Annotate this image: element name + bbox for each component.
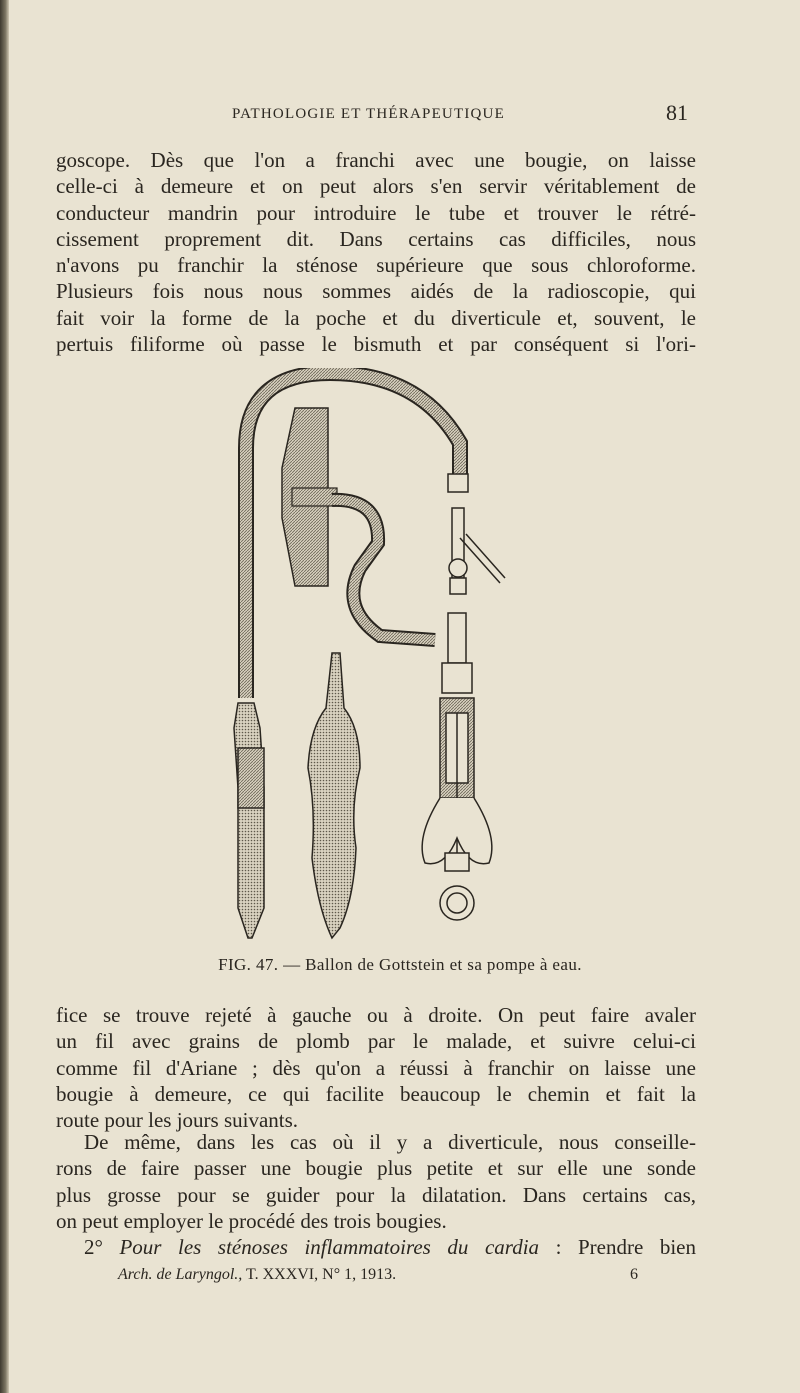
text-line: conducteur mandrin pour introduire le tube et trouver le rétré- — [56, 200, 696, 225]
text-line: Plusieurs fois nous nous sommes aidés de la radioscopie, qui — [56, 279, 696, 304]
list-number: 2° — [84, 1235, 103, 1260]
text-line: pertuis filiforme où passe le bismuth et par conséquent si l'ori- — [56, 332, 696, 357]
funnel — [282, 408, 337, 586]
long-tube — [246, 373, 460, 698]
paragraph-2 — [56, 1002, 696, 1133]
page-number: 81 — [666, 100, 688, 125]
text-line: on peut employer le procédé des trois bougies. — [56, 1208, 447, 1233]
text-line: un fil avec grains de plomb par le malade, et suivre celui-ci — [56, 1029, 696, 1054]
text-line-paragraph-4 — [56, 1234, 696, 1260]
running-title: PATHOLOGIE ET THÉRAPEUTIQUE — [232, 106, 505, 122]
water-pump — [422, 613, 492, 920]
page-header — [56, 100, 688, 130]
text-line: celle-ci à demeure et on peut alors s'en servir véritablement de — [56, 174, 696, 199]
balloon-right — [308, 653, 360, 938]
journal-volume: T. XXXVI, N° 1, 1913. — [246, 1266, 397, 1283]
signature-mark: 6 — [630, 1266, 638, 1283]
text-line: goscope. Dès que l'on a franchi avec une bougie, on laisse — [56, 148, 696, 172]
section-title-italic: Pour les sténoses inflammatoires du cardia — [119, 1235, 540, 1260]
text-line: fait voir la forme de la poche et du diverticule et, souvent, le — [56, 305, 696, 330]
paragraph-3 — [56, 1129, 696, 1260]
text-line: rons de faire passer une bougie plus petite et sur elle une sonde — [56, 1156, 696, 1181]
text-line: plus grosse pour se guider pour la dilatation. Dans certains cas, — [56, 1182, 696, 1207]
text-line: n'avons pu franchir la sténose supérieure que sous chloroforme. — [56, 253, 696, 278]
figure-caption: FIG. 47. — Ballon de Gottstein et sa pompe à eau. — [218, 955, 582, 974]
book-spine-shadow — [0, 0, 9, 1393]
text-fragment: : Prendre bien — [539, 1235, 697, 1260]
text-line: route pour les jours suivants. — [56, 1108, 299, 1133]
paragraph-1 — [56, 147, 696, 357]
text-line: cissement proprement dit. Dans certains cas difficiles, nous — [56, 226, 696, 251]
page-footer — [118, 1266, 638, 1284]
text-line: comme fil d'Ariane ; dès qu'on a réussi à franchir on laisse une — [56, 1055, 696, 1080]
text-line: De même, dans les cas où il y a diverticule, nous conseille- — [84, 1130, 696, 1154]
text-line: fice se trouve rejeté à gauche ou à droite. On peut faire avaler — [56, 1003, 696, 1027]
stopcock — [449, 508, 505, 594]
balloon-left — [234, 703, 264, 938]
gottstein-balloon-figure — [220, 368, 520, 948]
journal-name: Arch. de Laryngol., — [118, 1266, 243, 1283]
text-line: bougie à demeure, ce qui facilite beaucoup le chemin et fait la — [56, 1081, 696, 1106]
